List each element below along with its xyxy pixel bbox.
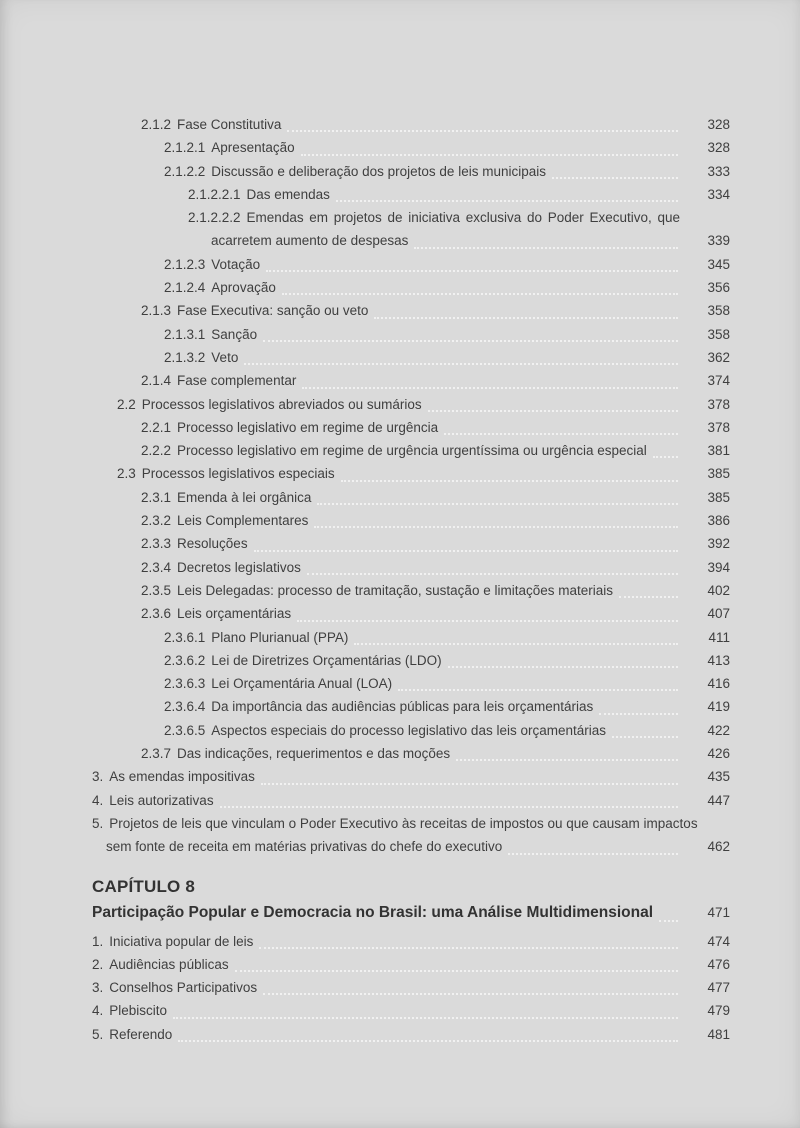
- toc-entry-page: 481: [707, 1026, 730, 1042]
- toc-entry-number: 3.: [92, 769, 104, 785]
- toc-entry-label: Decretos legislativos: [177, 559, 301, 575]
- dot-leader: [374, 317, 678, 319]
- toc-entry-number: 2.3.6: [141, 606, 172, 622]
- toc-entry: [92, 1023, 730, 1046]
- dot-leader: [444, 433, 678, 435]
- dot-leader: [619, 596, 678, 598]
- toc-entry-label: sem fonte de receita em matérias privativas do chefe do executivo: [106, 839, 503, 855]
- toc-entry: [92, 556, 730, 579]
- toc-entry-label: As emendas impositivas: [109, 769, 255, 785]
- toc-entry: [92, 160, 730, 183]
- toc-entry-label: Leis orçamentárias: [177, 606, 292, 622]
- toc-entry-label: Leis Complementares: [177, 513, 309, 529]
- toc-entry-page: 378: [707, 396, 730, 412]
- toc-entry-page: 435: [707, 769, 730, 785]
- toc-entry-label: Plano Plurianual (PPA): [211, 629, 349, 645]
- dot-leader: [456, 759, 678, 761]
- dot-leader: [220, 806, 678, 808]
- dot-leader: [599, 713, 678, 715]
- toc-entry: [92, 113, 730, 136]
- toc-entry-page: 374: [707, 373, 730, 389]
- toc-entry: [92, 649, 730, 672]
- toc-entry-number: 2.3.3: [141, 536, 172, 552]
- toc-entry-number: 2.3.7: [141, 746, 172, 762]
- toc-entry-number: 2.3.6.5: [164, 722, 206, 738]
- toc-entry: [92, 579, 730, 602]
- toc-entry-number: 2.3.4: [141, 559, 172, 575]
- toc-entry-page: 426: [707, 746, 730, 762]
- toc-entry: [92, 953, 730, 976]
- toc-entry: [92, 136, 730, 159]
- toc-entry: [92, 346, 730, 369]
- toc-entry-page: 339: [707, 233, 730, 249]
- dot-leader: [354, 643, 678, 645]
- toc-entry-label: Das indicações, requerimentos e das moções: [177, 746, 451, 762]
- toc-section-chapter7: [92, 113, 730, 859]
- dot-leader: [263, 340, 678, 342]
- dot-leader: [261, 783, 678, 785]
- toc-entry-label: Lei de Diretrizes Orçamentárias (LDO): [211, 652, 442, 668]
- toc-entry-label: Processo legislativo em regime de urgência urgentíssima ou urgência especial: [177, 443, 647, 459]
- dot-leader: [659, 920, 678, 922]
- toc-entry-number: 2.3: [117, 466, 136, 482]
- chapter-kicker: CAPÍTULO 8: [92, 876, 196, 896]
- toc-entry-number: 2.1.3: [141, 303, 172, 319]
- toc-entry-page: 386: [707, 513, 730, 529]
- toc-entry-label: Emenda à lei orgânica: [177, 489, 312, 505]
- toc-entry-number: 2.2.2: [141, 443, 172, 459]
- toc-entry: [92, 602, 730, 625]
- chapter-title: Participação Popular e Democracia no Brasil: uma Análise Multidimensional: [92, 903, 654, 921]
- toc-entry-page: 334: [707, 186, 730, 202]
- dot-leader: [282, 293, 678, 295]
- toc-entry-label: Lei Orçamentária Anual (LOA): [211, 676, 393, 692]
- toc-entry: [92, 532, 730, 555]
- toc-entry-number: 3.: [92, 980, 104, 996]
- toc-entry-page: 477: [707, 980, 730, 996]
- toc-entry-page: 328: [707, 117, 730, 132]
- toc-entry-label: Aprovação: [211, 280, 276, 296]
- toc-entry: [92, 416, 730, 439]
- toc-entry-label: Processo legislativo em regime de urgência: [177, 419, 439, 435]
- dot-leader: [235, 970, 678, 972]
- toc-entry-number: 2.1.3.2: [164, 349, 206, 365]
- toc-entry: [92, 206, 730, 253]
- toc-entry-number: 2.1.2.1: [164, 140, 206, 156]
- toc-entry-page: 358: [707, 326, 730, 342]
- dot-leader: [302, 387, 678, 389]
- toc-entry-number: 4.: [92, 1003, 104, 1019]
- toc-entry: [92, 626, 730, 649]
- toc-entry: [92, 183, 730, 206]
- toc-entry-number: 2.1.2.3: [164, 256, 206, 272]
- toc-entry-label: acarretem aumento de despesas: [211, 233, 409, 249]
- toc-entry: [92, 742, 730, 765]
- toc-entry: [92, 486, 730, 509]
- toc-entry-page: 402: [707, 582, 730, 598]
- dot-leader: [448, 666, 678, 668]
- toc-entry: [92, 509, 730, 532]
- chapter-page-number: 471: [707, 904, 730, 920]
- toc-entry-label: Audiências públicas: [109, 956, 229, 972]
- toc-entry-page: 447: [707, 792, 730, 808]
- toc-entry-label: Iniciativa popular de leis: [109, 933, 254, 949]
- dot-leader: [244, 363, 678, 365]
- toc-entry-label: Processos legislativos abreviados ou sumários: [141, 396, 422, 412]
- toc-entry-page: 356: [707, 280, 730, 296]
- toc-entry: [92, 253, 730, 276]
- toc-entry-label: Leis autorizativas: [109, 792, 214, 808]
- toc-entry: [92, 789, 730, 812]
- toc-entry-page: 378: [707, 419, 730, 435]
- toc-entry-number: 2.1.2: [141, 117, 172, 132]
- toc-entry-page: 422: [707, 722, 730, 738]
- toc-entry: [92, 462, 730, 485]
- toc-entry: [92, 695, 730, 718]
- toc-entry-number: 2.1.4: [141, 373, 172, 389]
- toc-entry-label: Discussão e deliberação dos projetos de leis municipais: [211, 163, 546, 179]
- toc-entry-label: Processos legislativos especiais: [141, 466, 335, 482]
- toc-entry-label: Conselhos Participativos: [109, 980, 258, 996]
- toc-entry-page: 333: [707, 163, 730, 179]
- dot-leader: [428, 410, 678, 412]
- dot-leader: [259, 947, 678, 949]
- toc-entry-page: 392: [707, 536, 730, 552]
- dot-leader: [266, 270, 678, 272]
- toc-entry-number: 2.1.2.2.1: [188, 186, 241, 202]
- toc-entry-number: 2.3.6.3: [164, 676, 206, 692]
- toc-entry: [92, 930, 730, 953]
- toc-entry-first-line: 5. Projetos de leis que vinculam o Poder Executivo às receitas de impostos ou que causam impactos: [92, 815, 698, 831]
- toc-entry-label: Da importância das audiências públicas para leis orçamentárias: [211, 699, 594, 715]
- toc-entry-number: 4.: [92, 792, 104, 808]
- toc-entry-number: 2.3.6.4: [164, 699, 206, 715]
- toc-entry-page: 362: [707, 349, 730, 365]
- toc-entry: [92, 393, 730, 416]
- toc-entry: [92, 976, 730, 999]
- toc-entry-label: Sanção: [211, 326, 258, 342]
- toc-entry: [92, 812, 730, 859]
- dot-leader: [173, 1017, 678, 1019]
- toc-entry-page: 381: [707, 443, 730, 459]
- toc-entry-number: 2.1.2.4: [164, 280, 206, 296]
- dot-leader: [297, 620, 678, 622]
- dot-leader: [254, 550, 678, 552]
- dot-leader: [307, 573, 678, 575]
- dot-leader: [287, 130, 678, 132]
- dot-leader: [336, 200, 678, 202]
- dot-leader: [398, 689, 678, 691]
- table-of-contents: [92, 113, 730, 1046]
- toc-entry-label: Fase complementar: [177, 373, 297, 389]
- toc-entry-number: 2.3.6.1: [164, 629, 206, 645]
- toc-entry-page: 411: [708, 629, 730, 645]
- toc-entry-page: 328: [707, 140, 730, 156]
- toc-entry-page: 474: [707, 933, 730, 949]
- toc-entry-first-line: 2.1.2.2.2 Emendas em projetos de iniciativa exclusiva do Poder Executivo, que: [188, 210, 680, 226]
- toc-entry-page: 345: [707, 256, 730, 272]
- toc-entry-number: 5.: [92, 1026, 104, 1042]
- toc-entry-label: Plebiscito: [109, 1003, 168, 1019]
- toc-entry: [92, 299, 730, 322]
- toc-entry-number: 2.3.6.2: [164, 652, 206, 668]
- toc-entry: [92, 765, 730, 788]
- toc-entry-label: Veto: [211, 349, 239, 365]
- toc-entry-page: 419: [707, 699, 730, 715]
- chapter-8-heading-block: [92, 874, 730, 926]
- toc-entry-label: Aspectos especiais do processo legislativo das leis orçamentárias: [211, 722, 606, 738]
- toc-entry-label: Leis Delegadas: processo de tramitação, sustação e limitações materiais: [177, 582, 613, 598]
- dot-leader: [301, 154, 678, 156]
- toc-entry-page: 416: [707, 676, 730, 692]
- toc-entry: [92, 369, 730, 392]
- toc-entry-number: 2.3.5: [141, 582, 172, 598]
- toc-entry: [92, 999, 730, 1022]
- toc-entry-number: 1.: [92, 933, 104, 949]
- toc-entry-page: 385: [707, 466, 730, 482]
- toc-entry-number: 5.: [92, 815, 104, 831]
- toc-entry: [92, 672, 730, 695]
- dot-leader: [314, 526, 678, 528]
- toc-entry-label: Apresentação: [211, 140, 295, 156]
- toc-entry-page: 476: [707, 956, 730, 972]
- dot-leader: [178, 1040, 678, 1042]
- dot-leader: [653, 456, 678, 458]
- toc-entry-number: 2.2.1: [141, 419, 172, 435]
- toc-entry-page: 358: [707, 303, 730, 319]
- chapter-title-row: [92, 900, 730, 926]
- dot-leader: [552, 177, 678, 179]
- dot-leader: [508, 853, 678, 855]
- toc-entry-page: 479: [707, 1003, 730, 1019]
- toc-entry-label: Fase Constitutiva: [177, 117, 282, 132]
- toc-entry-number: 2.3.2: [141, 513, 172, 529]
- toc-entry-label: Das emendas: [246, 186, 330, 202]
- toc-entry-number: 2.1.2.2: [164, 163, 206, 179]
- toc-entry-number: 2.2: [117, 396, 136, 412]
- toc-entry: [92, 439, 730, 462]
- toc-entry-number: 2.3.1: [141, 489, 172, 505]
- dot-leader: [341, 480, 678, 482]
- toc-entry-page: 407: [707, 606, 730, 622]
- dot-leader: [263, 993, 678, 995]
- toc-entry-label: Fase Executiva: sanção ou veto: [177, 303, 369, 319]
- toc-entry-number: 2.1.2.2.2: [188, 210, 241, 226]
- toc-section-chapter8: [92, 930, 730, 1046]
- toc-entry-page: 462: [707, 839, 730, 855]
- toc-entry: [92, 323, 730, 346]
- toc-entry-page: 394: [707, 559, 730, 575]
- dot-leader: [414, 247, 678, 249]
- dot-leader: [317, 503, 678, 505]
- dot-leader: [612, 736, 678, 738]
- toc-entry: [92, 276, 730, 299]
- toc-entry: [92, 719, 730, 742]
- toc-entry-number: 2.1.3.1: [164, 326, 206, 342]
- toc-entry-label: Referendo: [109, 1026, 173, 1042]
- toc-entry-page: 413: [707, 652, 730, 668]
- toc-entry-page: 385: [707, 489, 730, 505]
- toc-entry-number: 2.: [92, 956, 104, 972]
- toc-entry-label: Resoluções: [177, 536, 248, 552]
- toc-entry-label: Votação: [211, 256, 261, 272]
